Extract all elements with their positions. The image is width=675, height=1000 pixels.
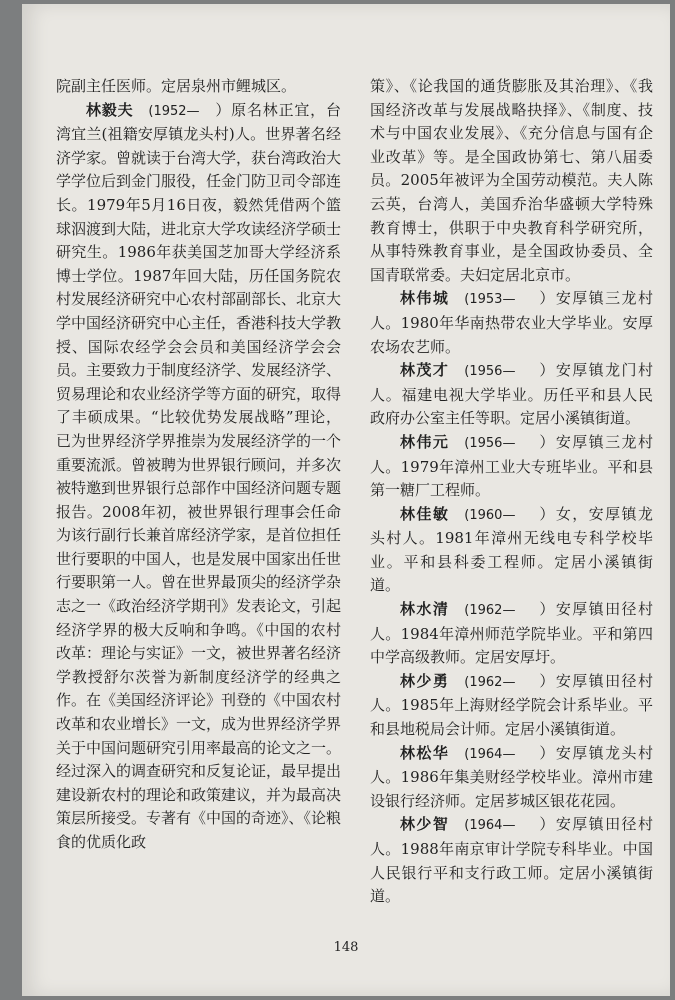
entry-years: (1962—: [464, 674, 516, 690]
right-column: [370, 75, 653, 909]
continued-paragraph: 策》、《论我国的通货膨胀及其治理》、《我国经济改革与发展战略抉择》、《制度、技术与中国农业发展》、《充分信息与国有企业改革》等。是全国政协第七、第八届委员。2005年被评为全国劳动模范。夫人陈云英，台湾人，美国乔治华盛顿大学特殊教育博士，供职于中央教育科学研究所，从事特殊教育事业，是全国政协委员、全国青联常委。夫妇定居北京市。: [370, 77, 653, 284]
bio-entry: [370, 503, 653, 598]
entry-years: (1956—: [464, 364, 516, 380]
bio-entry: [370, 813, 653, 908]
entry-name: 林毅夫: [86, 100, 134, 119]
bio-entry: [370, 431, 653, 503]
entry-text: ）女，安厚镇龙头村人。1981年漳州无线电专科学校毕业。平和县科委工程师。定居小溪镇街道。: [370, 504, 653, 595]
entry-name: 林茂才: [400, 361, 450, 380]
entry-text: ）安厚镇三龙村人。1980年华南热带农业大学毕业。安厚农场农艺师。: [370, 289, 653, 356]
bio-entry: [370, 742, 653, 814]
bio-entry: [56, 99, 341, 855]
entry-text: ）原名林正宜，台湾宜兰(祖籍安厚镇龙头村)人。世界著名经济学家。曾就读于台湾大学，获台湾政治大学学位后到金门服役，任金门防卫司令部连长。1979年5月16日夜，毅然凭借两个篮球泅渡到大陆，进北京大学攻读经济学硕士研究生。1986年获美国芝加哥大学经济系博士学位。1987年回大陆，历任国务院农村发展经济研究中心农村部副部长、北京大学中国经济研究中心主任，香港科技大学教授、国际农经学会会员和美国经济学会会员。主要致力于制度经济学、发展经济学、贸易理论和农业经济学等方面的研究，取得了丰硕成果。“比较优势发展战略”理论，已为世界经济学界推崇为发展经济学的一个重要流派。曾被聘为世界银行顾问，并多次被特邀到世界银行总部作中国经济问题专题报告。2008年初，被世界银行理事会任命为该行副行长兼首席经济学家，是首位担任世行要职的中国人，也是发展中国家出任世行要职第一人。曾在世界最顶尖的经济学杂志之一《政治经济学期刊》发表论文，引起经济学界的极大反响和争鸣。《中国的农村改革：理论与实证》一文，被世界著名经济学教授舒尔茨誉为新制度经济学的经典之作。在《美国经济评论》刊登的《中国农村改革和农业增长》一文，成为世界经济学界关于中国问题研究引用率最高的论文之一。经过深入的调查研究和反复论证，最早提出建设新农村的理论和政策建议，并为最高决策层所接受。专著有《中国的奇迹》、《论粮食的优质化政: [56, 100, 342, 851]
entry-name: 林少智: [400, 815, 450, 834]
entry-years: (1964—: [464, 746, 516, 762]
entry-name: 林伟城: [400, 289, 450, 308]
entry-text: ）安厚镇田径村人。1985年上海财经学院会计系毕业。平和县地税局会计师。定居小溪镇街道。: [370, 671, 653, 739]
entry-years: (1960—: [464, 507, 516, 523]
entry-years: (1953—: [464, 292, 516, 308]
book-page: [22, 4, 670, 996]
entry-years: (1964—: [464, 818, 516, 834]
entry-text: ）安厚镇三龙村人。1979年漳州工业大专班毕业。平和县第一糖厂工程师。: [370, 432, 653, 500]
entry-years: (1952—: [148, 103, 200, 119]
bio-entry: [370, 359, 653, 431]
entry-name: 林水清: [400, 600, 450, 619]
entry-name: 林松华: [400, 743, 450, 762]
entry-name: 林少勇: [400, 671, 450, 690]
bio-entry: [370, 670, 653, 742]
bio-entry: [370, 598, 653, 670]
entry-name: 林伟元: [400, 432, 450, 451]
entry-years: (1956—: [464, 435, 516, 451]
entry-years: (1962—: [464, 603, 516, 619]
page-number: 148: [333, 940, 359, 955]
entry-text: ）安厚镇龙门村人。福建电视大学毕业。历任平和县人民政府办公室主任等职。定居小溪镇街道。: [370, 361, 653, 428]
entry-text: ）安厚镇田径村人。1984年漳州师范学院毕业。平和第四中学高级教师。定居安厚圩。: [370, 600, 653, 667]
entry-text: ）安厚镇龙头村人。1986年集美财经学校毕业。漳州市建设银行经济师。定居芗城区银花花园。: [370, 743, 653, 810]
left-column: [56, 75, 341, 855]
bio-entry: [370, 287, 653, 359]
continued-paragraph: 院副主任医师。定居泉州市鲤城区。: [56, 77, 297, 95]
entry-name: 林佳敏: [400, 504, 450, 523]
entry-text: ）安厚镇田径村人。1988年南京审计学院专科毕业。中国人民银行平和支行政工师。定居小溪镇街道。: [370, 815, 653, 906]
